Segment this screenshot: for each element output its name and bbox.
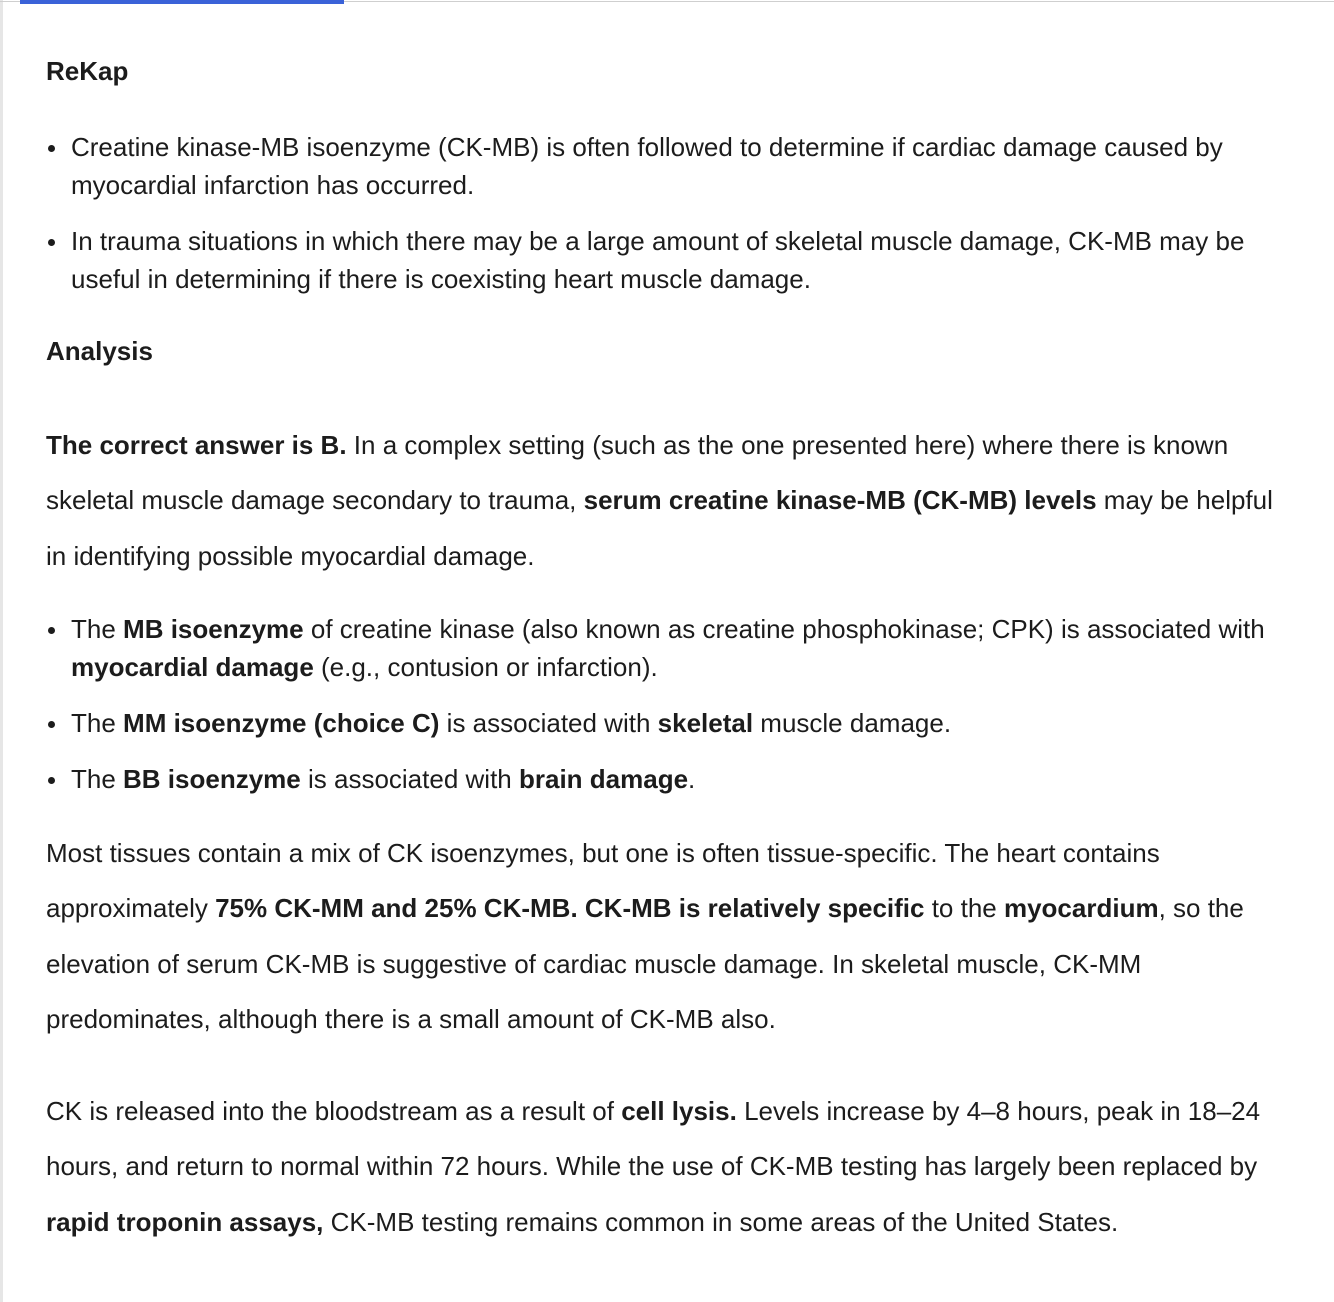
tab-strip — [0, 0, 1334, 4]
text-run: may be helpful in identifying possible myocardial damage. — [46, 485, 1273, 571]
isoenzyme-list — [46, 610, 1316, 816]
bold-run: cell lysis. — [621, 1096, 737, 1126]
bold-run: myocardial damage — [71, 652, 314, 682]
text-run: In a complex setting (such as the one presented here) where there is known skeletal muscle damage secondary to trauma, — [46, 430, 1229, 516]
text-run: is associated with — [300, 764, 519, 794]
bold-run: BB isoenzyme — [123, 764, 301, 794]
isoenzyme-bullet-mm — [46, 704, 1316, 742]
text-run: Most tissues contain a mix of CK isoenzymes, but one is often tissue-specific. The heart contains approximately — [46, 838, 1160, 924]
text-run: The — [71, 764, 124, 794]
text-run: Levels increase by 4–8 hours, peak in 18–24 hours, and return to normal within 72 hours. While the use of CK-MB testing has largely been replaced by — [46, 1096, 1261, 1182]
text-run: of creatine kinase (also known as creatine phosphokinase; CPK) is associated with — [303, 614, 1265, 644]
analysis-heading: Analysis — [46, 336, 153, 366]
text-run: The — [71, 614, 124, 644]
text-run: CK-MB testing remains common in some areas of the United States. — [323, 1206, 1119, 1237]
rekap-heading: ReKap — [46, 56, 129, 86]
rekap-bullet: In trauma situations in which there may be a large amount of skeletal muscle damage, CK-MB may be useful in determining if there is coexisting heart muscle damage. — [46, 222, 1316, 298]
analysis-paragraph-answer — [46, 418, 1296, 584]
text-run: The — [71, 708, 124, 738]
text-run: CK is released into the bloodstream as a result of — [46, 1096, 622, 1126]
isoenzyme-bullet-mb — [46, 610, 1316, 686]
analysis-paragraph-release — [46, 1084, 1296, 1250]
text-run: . — [688, 764, 696, 794]
text-run: is associated with — [439, 708, 658, 738]
text-run: to the — [924, 893, 1004, 924]
bold-run: MM isoenzyme (choice C) — [123, 708, 440, 738]
bold-run: myocardium — [1003, 893, 1159, 924]
text-run: (e.g., contusion or infarction). — [313, 652, 658, 682]
bold-run: serum creatine kinase-MB (CK-MB) levels — [583, 485, 1097, 516]
text-run: muscle damage. — [753, 708, 952, 738]
bold-run: brain damage — [518, 764, 689, 794]
bold-run: 75% CK-MM and 25% CK-MB. CK-MB is relatively specific — [215, 893, 925, 924]
rekap-list — [46, 128, 1316, 316]
analysis-paragraph-tissue — [46, 826, 1296, 1047]
isoenzyme-bullet-bb — [46, 760, 1316, 798]
text-run: , so the elevation of serum CK-MB is suggestive of cardiac muscle damage. In skeletal muscle, CK-MM predominates, although there is a small amount of CK-MB also. — [46, 893, 1244, 1034]
bold-run: rapid troponin assays, — [46, 1206, 324, 1237]
bold-run: skeletal — [657, 708, 754, 738]
left-border — [0, 0, 3, 1302]
rekap-bullet: Creatine kinase-MB isoenzyme (CK-MB) is often followed to determine if cardiac damage caused by myocardial infarction has occurred. — [46, 128, 1316, 204]
active-tab-indicator[interactable] — [20, 0, 344, 4]
bold-run: MB isoenzyme — [123, 614, 304, 644]
answer-statement: The correct answer is B. — [46, 430, 347, 460]
